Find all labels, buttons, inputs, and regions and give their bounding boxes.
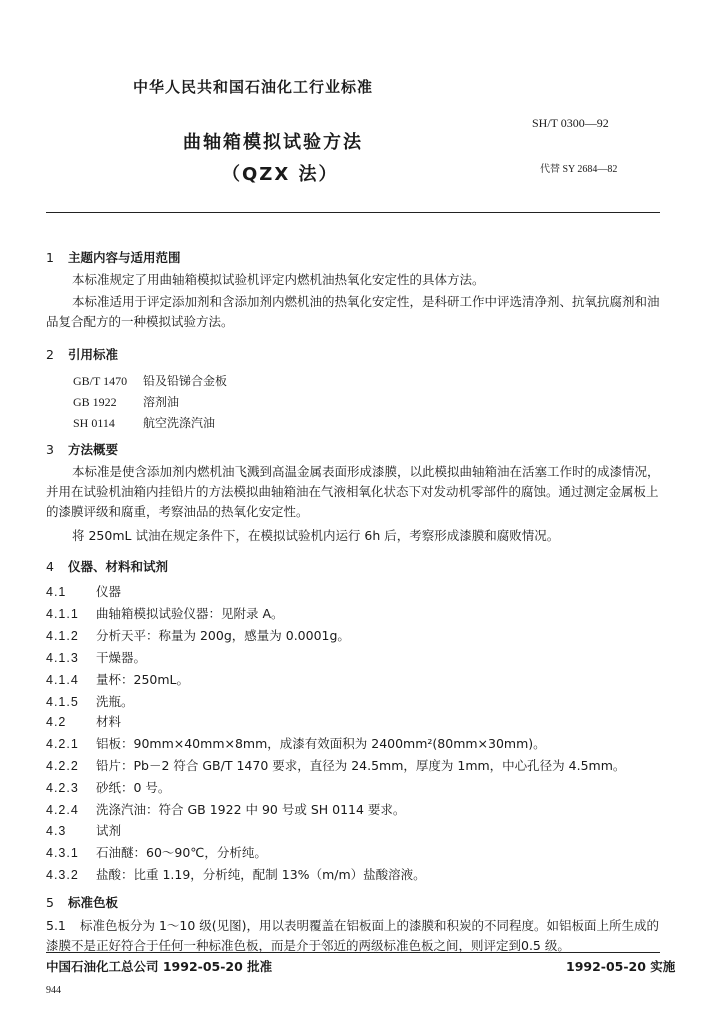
section-5-para [46, 916, 660, 956]
reference-code: GB/T 1470 [73, 374, 128, 388]
page-number: 944 [46, 985, 61, 996]
reference-code: SH 0114 [73, 416, 115, 430]
section-number: 4 [46, 559, 54, 574]
item-number: 4.2.3 [46, 781, 79, 795]
list-item [46, 821, 121, 839]
reference-name: 航空洗涤汽油 [143, 416, 216, 430]
section-title: 主题内容与适用范围 [68, 250, 181, 265]
item-text: 标准色板分为 1～10 级(见图)，用以表明覆盖在铝板面上的漆膜和积炭的不同程度。如铝板面上所生成的漆膜不是正好符合于任何一种标准色板，而是介于邻近的两级标准色板之间，则评定到0.5 级。 [46, 918, 660, 953]
section-5-heading [46, 893, 118, 911]
item-number: 4.1.5 [46, 695, 79, 709]
effective-date: 1992-05-20 实施 [566, 959, 676, 974]
item-number: 4.1.1 [46, 607, 79, 621]
item-number: 4.2.2 [46, 759, 79, 773]
item-number: 4.3.2 [46, 868, 79, 882]
list-item [46, 582, 121, 600]
item-text: 干燥器。 [96, 650, 147, 665]
item-number: 4.2.1 [46, 737, 79, 751]
list-item [46, 626, 350, 644]
item-text: 量杯：250mL。 [96, 672, 189, 687]
list-item [46, 712, 121, 730]
item-text: 材料 [96, 714, 122, 729]
reference-item [73, 393, 179, 410]
item-text: 洗瓶。 [96, 694, 134, 709]
section-1-heading [46, 248, 181, 266]
reference-item [73, 414, 215, 431]
section-3-heading [46, 440, 118, 458]
section-number: 1 [46, 250, 54, 265]
section-4-heading [46, 557, 168, 575]
section-number: 2 [46, 347, 54, 362]
item-number: 4.1 [46, 585, 67, 599]
footer-divider [46, 952, 660, 953]
replaces-standard: 代替 SY 2684—82 [540, 164, 618, 175]
list-item [46, 604, 284, 622]
item-text: 洗涤汽油：符合 GB 1922 中 90 号或 SH 0114 要求。 [96, 802, 406, 817]
document-title: 曲轴箱模拟试验方法 [183, 132, 363, 153]
item-text: 仪器 [96, 584, 122, 599]
item-number: 4.2.4 [46, 803, 79, 817]
section-title: 引用标准 [68, 347, 119, 362]
section-number: 5 [46, 895, 54, 910]
standard-number: SH/T 0300—92 [532, 116, 609, 130]
item-text: 石油醚：60～90℃，分析纯。 [96, 845, 267, 860]
list-item [46, 734, 546, 752]
item-number: 4.1.4 [46, 673, 79, 687]
item-number: 4.2 [46, 715, 67, 729]
list-item [46, 843, 267, 861]
reference-name: 铅及铅锑合金板 [143, 374, 228, 388]
list-item [46, 670, 189, 688]
section-number: 3 [46, 442, 54, 457]
item-text: 铝板：90mm×40mm×8mm，成漆有效面积为 2400mm²(80mm×30mm)。 [96, 736, 546, 751]
document-subtitle: （QZX 法） [222, 164, 339, 185]
list-item [46, 778, 170, 796]
list-item [46, 648, 146, 666]
item-text: 分析天平：称量为 200g，感量为 0.0001g。 [96, 628, 350, 643]
item-number: 4.3.1 [46, 846, 79, 860]
item-text: 试剂 [96, 823, 122, 838]
reference-item [73, 372, 227, 389]
list-item [46, 800, 405, 818]
reference-code: GB 1922 [73, 395, 117, 409]
item-text: 砂纸：0 号。 [96, 780, 171, 795]
item-number: 5.1 [46, 918, 66, 933]
item-text: 盐酸：比重 1.19，分析纯，配制 13%（m/m）盐酸溶液。 [96, 867, 426, 882]
list-item [46, 756, 625, 774]
item-number: 4.3 [46, 824, 67, 838]
item-text: 铅片：Pb－2 符合 GB/T 1470 要求，直径为 24.5mm，厚度为 1mm，中心孔径为 4.5mm。 [96, 758, 626, 773]
approval-note: 中国石油化工总公司 1992-05-20 批准 [46, 959, 273, 974]
section-2-heading [46, 345, 118, 363]
section-1-para-1: 本标准规定了用曲轴箱模拟试验机评定内燃机油热氧化安定性的具体方法。 [72, 272, 485, 287]
section-3-para-2: 将 250mL 试油在规定条件下，在模拟试验机内运行 6h 后，考察形成漆膜和腐败情况。 [72, 528, 560, 543]
section-3-para-1: 本标准是使含添加剂内燃机油飞溅到高温金属表面形成漆膜，以此模拟曲轴箱油在活塞工作时的成漆情况，并用在试验机油箱内挂铅片的方法模拟曲轴箱油在气液相氧化状态下对发动机零部件的腐蚀。通过测定金属板上的漆膜评级和腐重，考察油品的热氧化安定性。 [46, 464, 660, 519]
section-title: 仪器、材料和试剂 [68, 559, 169, 574]
section-title: 标准色板 [68, 895, 119, 910]
item-text: 曲轴箱模拟试验仪器：见附录 A。 [96, 606, 284, 621]
section-1-para-2: 本标准适用于评定添加剂和含添加剂内燃机油的热氧化安定性，是科研工作中评选清净剂、抗氧抗腐剂和油品复合配方的一种模拟试验方法。 [46, 294, 660, 329]
item-number: 4.1.2 [46, 629, 79, 643]
section-title: 方法概要 [68, 442, 119, 457]
item-number: 4.1.3 [46, 651, 79, 665]
header-divider [46, 212, 660, 213]
issuing-body: 中华人民共和国石油化工行业标准 [133, 78, 374, 96]
list-item [46, 692, 134, 710]
reference-name: 溶剂油 [143, 395, 180, 409]
list-item [46, 865, 426, 883]
